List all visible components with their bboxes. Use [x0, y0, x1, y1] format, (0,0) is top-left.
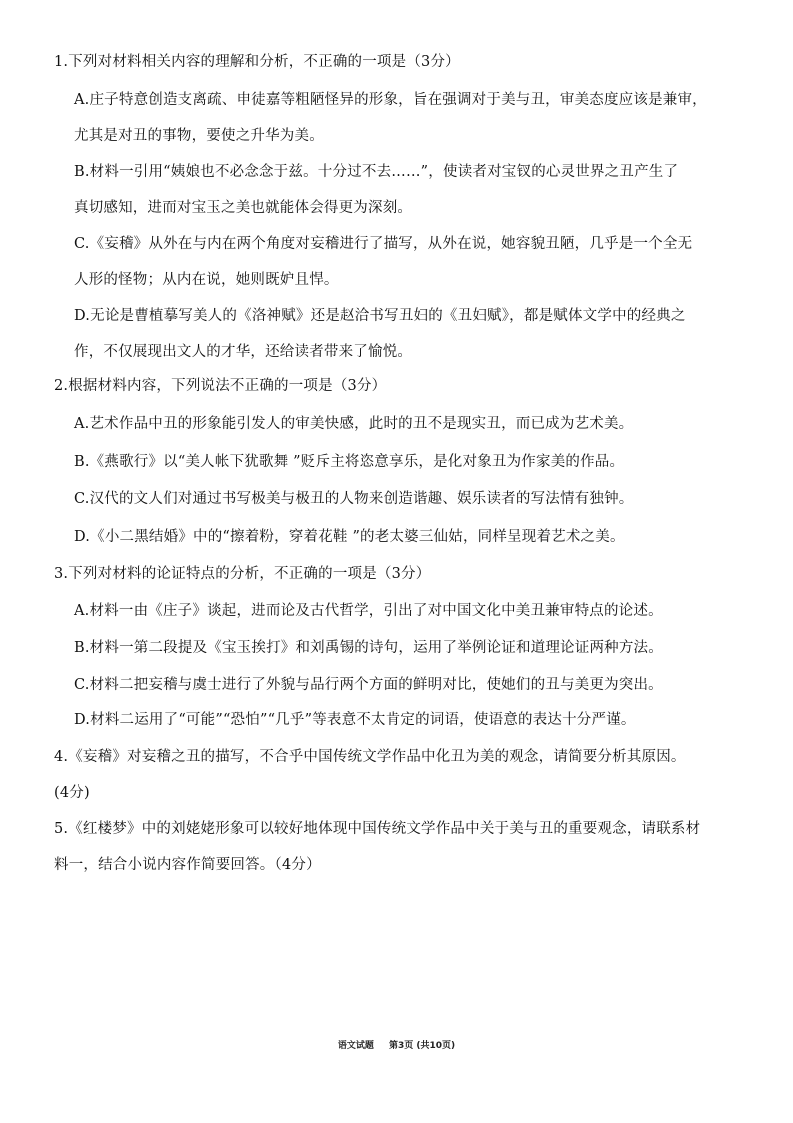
question-3-option-b: B.材料一第二段提及《宝玉挨打》和刘禹锡的诗句，运用了举例论证和道理论证两种方法。 — [74, 640, 663, 656]
question-1-option-d-line-1: D.无论是曹植摹写美人的《洛神赋》还是赵洽书写丑妇的《丑妇赋》，都是赋体文学中的经典之 — [74, 308, 686, 324]
question-2-option-c: C.汉代的文人们对通过书写极美与极丑的人物来创造谐趣、娱乐读者的写法情有独钟。 — [74, 491, 634, 507]
footer-subject: 语文试题 — [337, 1041, 374, 1051]
question-2-option-d: D.《小二黑结婚》中的“擦着粉，穿着花鞋 ”的老太婆三仙姑，同样呈现着艺术之美。 — [74, 529, 625, 545]
page-footer — [0, 1040, 793, 1052]
question-1-option-c-line-1: C.《妄稽》从外在与内在两个角度对妄稽进行了描写，从外在说，她容貌丑陋，几乎是一个全无 — [74, 236, 693, 252]
question-2-stem: 2.根据材料内容，下列说法不正确的一项是（3分） — [54, 378, 387, 394]
question-3-stem: 3.下列对材料的论证特点的分析，不正确的一项是（3分） — [54, 566, 431, 582]
question-1-option-a-line-1: A.庄子特意创造支离疏、申徒嘉等粗陋怪异的形象，旨在强调对于美与丑，审美态度应该是兼审， — [74, 92, 707, 108]
question-1-option-d-line-2: 作，不仅展现出文人的才华，还给读者带来了愉悦。 — [74, 344, 413, 360]
question-1-option-a-line-2: 尤其是对丑的事物，要使之升华为美。 — [74, 128, 324, 144]
question-5-stem-line-1: 5.《红楼梦》中的刘姥姥形象可以较好地体现中国传统文学作品中关于美与丑的重要观念，请联系材 — [54, 821, 701, 837]
question-1-option-b-line-2: 真切感知，进而对宝玉之美也就能体会得更为深刻。 — [74, 200, 413, 216]
footer-page-number: 第3页 (共10页) — [389, 1041, 456, 1051]
question-3-option-a: A.材料一由《庄子》谈起，进而论及古代哲学，引出了对中国文化中美丑兼审特点的论述。 — [74, 603, 663, 619]
question-3-option-c: C.材料二把妄稽与虞士进行了外貌与品行两个方面的鲜明对比，使她们的丑与美更为突出。 — [74, 677, 663, 693]
question-2-option-a: A.艺术作品中丑的形象能引发人的审美快感，此时的丑不是现实丑，而已成为艺术美。 — [74, 416, 634, 432]
question-4-stem-line-2: (4分) — [54, 785, 90, 801]
question-4-stem-line-1: 4.《妄稽》对妄稽之丑的描写，不合乎中国传统文学作品中化丑为美的观念，请简要分析其原因。 — [54, 749, 686, 765]
question-2-option-b: B.《燕歌行》以“美人帐下犹歌舞 ”贬斥主将恣意享乐，是化对象丑为作家美的作品。 — [74, 454, 625, 470]
question-5-stem-line-2: 料一，结合小说内容作简要回答。（4分） — [54, 857, 321, 873]
question-3-option-d: D.材料二运用了“可能”“恐怕”“几乎”等表意不太肯定的词语，使语意的表达十分严谨。 — [74, 712, 636, 728]
question-1-option-b-line-1: B.材料一引用“姨娘也不必念念于兹。十分过不去……”，使读者对宝钗的心灵世界之丑产生了 — [74, 164, 679, 180]
question-1-option-c-line-2: 人形的怪物；从内在说，她则既妒且悍。 — [74, 272, 339, 288]
question-1-stem: 1.下列对材料相关内容的理解和分析，不正确的一项是（3分） — [54, 54, 460, 70]
